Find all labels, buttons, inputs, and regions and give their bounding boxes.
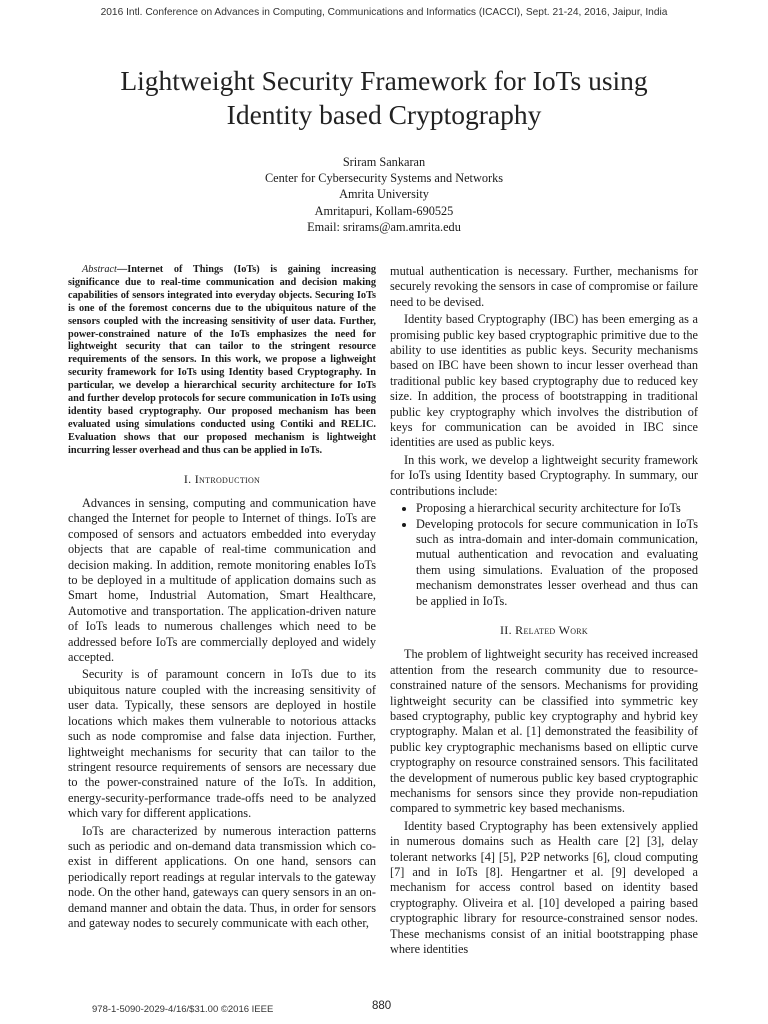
author-address: Amritapuri, Kollam-690525 — [314, 203, 454, 218]
author-email: Email: srirams@am.amrita.edu — [307, 219, 461, 234]
title-line-1: Lightweight Security Framework for IoTs using — [120, 65, 648, 96]
intro-paragraph: In this work, we develop a lightweight security framework for IoTs using Identity based Cryptography. In summary, our contributions include: — [390, 452, 698, 498]
abstract-text: —Internet of Things (IoTs) is gaining increasing significance due to real-time communication and decision making capabilities of sensors integrated into everyday objects. Securing IoTs is one of the foremost concerns due to the ubiquitous nature of the sensors coupled with the increasing sensitivity of user data. Further, power-constrained nature of the IoTs emphasizes the need for lightweight security that can tailor to the stringent resource requirements of the sensors. In this work, we propose a lighweight security framework for IoTs using Identity based Cryptography. In particular, we develop a hierarchical security architecture for IoTs and further develop protocols for secure communication in IoTs using identity based cryptography. Our proposed mechanism has been evaluated using simulations conducted using Contiki and RELIC. Evaluation shows that our proposed mechanism is lightweight incurring lesser overhead and thus can be applied in IoTs. — [68, 264, 376, 456]
related-paragraph: Identity based Cryptography has been extensively applied in numerous domains such as Health care [2] [3], delay tolerant networks [4] [5], P2P networks [6], cloud computing [7] and in IoTs [8]. Hengartner et al. [9] developed a mechanism for access control based on identity based cryptography. Oliveira et al. [10] developed a pairing based cryptographic library for resource-constrained sensor nodes. These mechanisms consist of an initial bootstrapping phase where identities — [390, 818, 698, 957]
section-heading-introduction: I. Introduction — [183, 471, 261, 486]
abstract-label: Abstract — [82, 264, 117, 275]
page-number: 880 — [372, 1000, 392, 1012]
section-heading-related-work: II. Related Work — [499, 622, 588, 637]
intro-paragraph: Security is of paramount concern in IoTs due to its ubiquitous nature coupled with the increasing sensitivity of user data. Typically, these sensors are deployed in hostile locations which makes them vulnerable to notorious attacks such as node compromise and false data injection. Further, lightweight mechanisms for security that can tailor to the stringent resource requirements of sensors are necessary due to the power-constrained nature of the IoTs. In addition, energy-security-performance trade-offs need to be analyzed which vary for different applications. — [68, 667, 376, 821]
intro-paragraph: Advances in sensing, computing and communication have changed the Internet for people to Internet of things. IoTs are composed of sensors and actuators embedded into everyday objects that are capable of real-time communication and decision making. In addition, remote monitoring enables IoTs to be deployed in a multitude of application domains such as Smart home, Industrial Automation, Smart Healthcare, Automotive and transportation. The application-driven nature of IoTs leads to numerous challenges which need to be addressed before IoTs are commercially deployed and widely accepted. — [68, 496, 376, 665]
title-line-2: Identity based Cryptography — [226, 99, 542, 130]
intro-paragraph: IoTs are characterized by numerous interaction patterns such as periodic and on-demand data transmission which co-exist in different applications. On one hand, sensors can periodically report readings at regular intervals to the gateway node. On the other hand, gateways can query sensors in an on-demand manner and obtain the data. Thus, in order for sensors and gateway nodes to securely communicate with each other, — [68, 823, 376, 930]
list-item: • Proposing a hierarchical security architecture for IoTs — [416, 501, 698, 516]
author-name: Sriram Sankaran — [342, 155, 426, 169]
intro-paragraph: Identity based Cryptography (IBC) has been emerging as a promising public key based cryptographic primitive due to the ability to use identities as public keys. Security mechanisms based on IBC have been shown to incur lesser overhead than traditional public key based cryptography due to reduced key size. In addition, the process of bootstrapping in traditional public key cryptography which involves the distribution of keys for communication can be avoided in IBC since identities are used as public keys. — [390, 312, 698, 450]
author-dept: Center for Cybersecurity Systems and Networks — [264, 171, 504, 186]
author-block — [0, 154, 768, 235]
paper-title — [40, 64, 728, 132]
list-item: • Developing protocols for secure communication in IoTs such as intra-domain and inter-domain communication, mutual authentication and revocation and evaluating them using simulations. Evaluation of the proposed mechanism demonstrates lesser overhead and thus can be applied in IoTs. — [416, 517, 698, 609]
author-university: Amrita University — [339, 187, 429, 202]
contributions-list — [390, 501, 698, 609]
conference-header: 2016 Intl. Conference on Advances in Computing, Communications and Informatics (ICACCI), Sept. 21-24, 2016, Jaipur, India — [100, 7, 668, 18]
footer-isbn: 978-1-5090-2029-4/16/$31.00 ©2016 IEEE — [92, 1004, 274, 1015]
left-column — [68, 264, 376, 933]
intro-paragraph-continued: mutual authentication is necessary. Further, mechanisms for securely revoking the sensors in case of compromise or failure need to be devised. — [390, 264, 698, 309]
right-column — [390, 264, 698, 959]
abstract — [68, 264, 376, 458]
related-paragraph: The problem of lightweight security has received increased attention from the research community due to resource-constrained nature of the sensors. Mechanisms for providing lightweight security can be classified into symmetric key based cryptography, public key cryptography and hybrid key cryptography. Malan et al. [1] demonstrated the feasibility of public key cryptographic mechanisms based on elliptic curve cryptography on resource constrained sensors. This facilitated the development of numerous public key based cryptographic mechanisms for sensors since they provide non-repudiation compared to symmetric key based mechanisms. — [390, 647, 698, 816]
